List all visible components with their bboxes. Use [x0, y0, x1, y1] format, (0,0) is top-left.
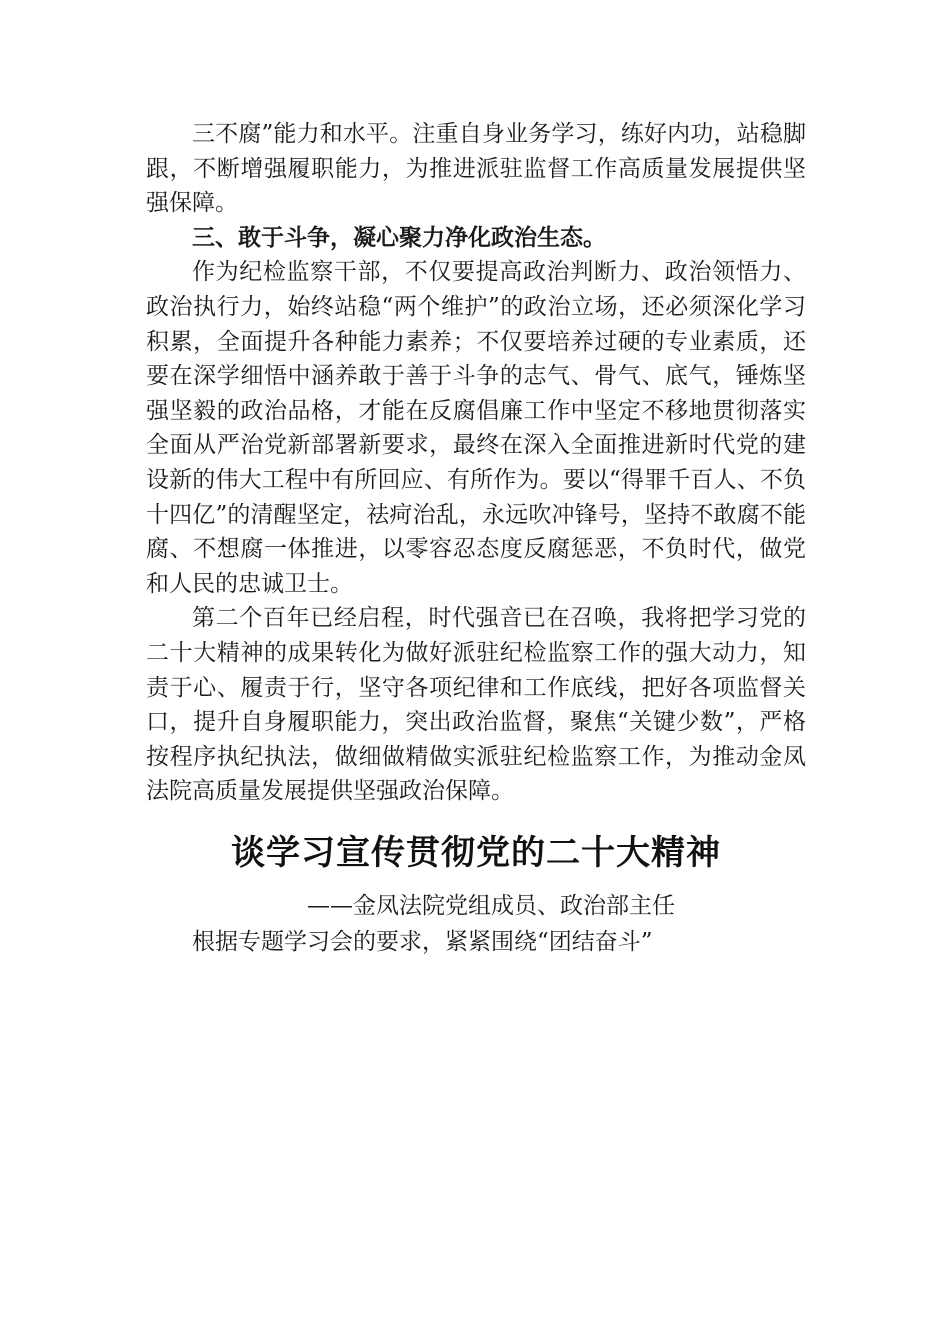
section-heading: 三、敢于斗争，凝心聚力净化政治生态。 [192, 224, 606, 251]
document-page [146, 117, 806, 960]
body-paragraph-1: 作为纪检监察干部，不仅要提高政治判断力、政治领悟力、政治执行力，始终站稳“两个维护”的政治立场，还必须深化学习积累，全面提升各种能力素养；不仅要培养过硬的专业素质，还要在深学细悟中涵养敢于善于斗争的志气、骨气、底气，锤炼坚强坚毅的政治品格，才能在反腐倡廉工作中坚定不移地贯彻落实全面从严治党新部署新要求，最终在深入全面推进新时代党的建设新的伟大工程中有所回应、有所作为。要以“得罪千百人、不负十四亿”的清醒坚定，祛疴治乱，永远吹冲锋号，坚持不敢腐不能腐、不想腐一体推进，以零容忍态度反腐惩恶，不负时代，做党和人民的忠诚卫士。 [146, 259, 806, 597]
article-first-line: 根据专题学习会的要求，紧紧围绕“团结奋斗” [192, 929, 653, 956]
continuation-paragraph: 三不腐”能力和水平。注重自身业务学习，练好内功，站稳脚跟，不断增强履职能力，为推进派驻监督工作高质量发展提供坚强保障。 [146, 121, 806, 217]
article-subtitle: ——金凤法院党组成员、政治部主任 [307, 892, 675, 919]
article-title: 谈学习宣传贯彻党的二十大精神 [231, 832, 721, 873]
body-paragraph-2: 第二个百年已经启程，时代强音已在召唤，我将把学习党的二十大精神的成果转化为做好派驻纪检监察工作的强大动力，知责于心、履责于行，坚守各项纪律和工作底线，把好各项监督关口，提升自身履职能力，突出政治监督，聚焦“关键少数”，严格按程序执纪执法，做细做精做实派驻纪检监察工作，为推动金凤法院高质量发展提供坚强政治保障。 [146, 605, 806, 805]
